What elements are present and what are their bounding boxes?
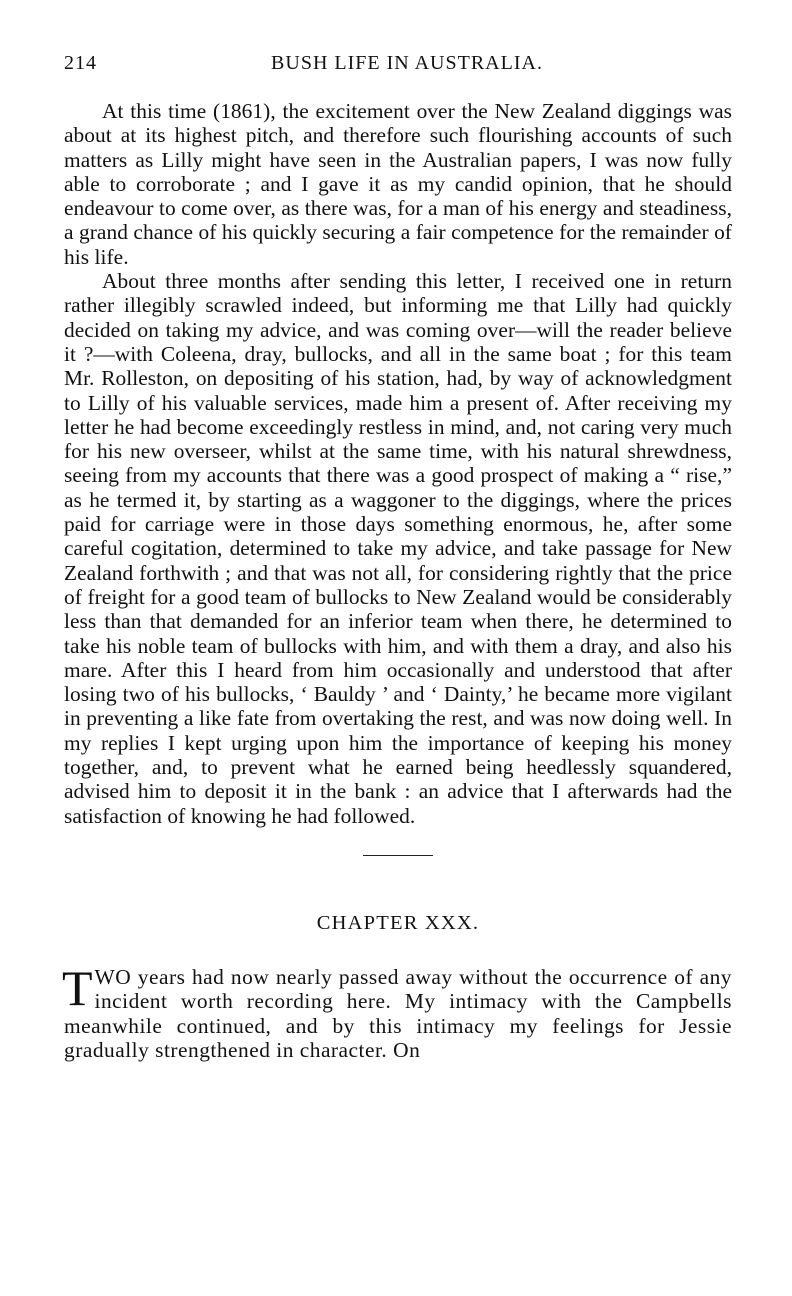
section-divider	[363, 855, 433, 856]
body-paragraph: About three months after sending this letter, I received one in return rather illegibly scrawled indeed, but informing me that Lilly had quickly decided on taking my advice, and was coming over—will the reader believe it ?—with Coleena, dray, bullocks, and all in the same boat ; for this team Mr. Rolleston, on depositing of his station, had, by way of acknowledgment to Lilly of his valuable services, made him a present of. After receiving my letter he had become exceedingly restless in mind, and, not caring very much for his new overseer, whilst at the same time, with his natural shrewdness, seeing from my accounts that there was a good prospect of making a “ rise,” as he termed it, by starting as a waggoner to the diggings, where the prices paid for carriage were in those days something enormous, he, after some careful cogitation, determined to take my advice, and take passage for New Zealand forthwith ; and that was not all, for considering rightly that the price of freight for a good team of bullocks to New Zealand would be considerably less than that demanded for an inferior team when there, he determined to take his noble team of bullocks with him, and with them a dray, and also his mare. After this I heard from him occasionally and understood that after losing two of his bullocks, ‘ Bauldy ’ and ‘ Dainty,’ he became more vigilant in preventing a like fate from overtaking the rest, and was now doing well. In my replies I kept urging upon him the importance of keeping his money together, and, to prevent what he earned being heedlessly squandered, advised him to deposit it in the bank : an advice that I afterwards had the satisfaction of knowing he had followed.	[64, 269, 732, 828]
running-title: BUSH LIFE IN AUSTRALIA.	[271, 52, 543, 74]
running-head	[64, 44, 732, 76]
drop-cap: T	[62, 959, 93, 1016]
chapter-heading: CHAPTER XXX.	[316, 911, 480, 934]
body-paragraph: At this time (1861), the excitement over the New Zealand diggings was about at its highest pitch, and therefore such flourishing accounts of such matters as Lilly might have seen in the Australian papers, I was now fully able to corroborate ; and I gave it as my candid opinion, that he should endeavour to come over, as there was, for a man of his energy and steadiness, a grand chance of his quickly securing a fair competence for the remainder of his life.	[64, 99, 732, 269]
page-number: 214	[64, 52, 97, 74]
chapter-opening-text: WO years had now nearly passed away without the occurrence of any incident worth recording here. My intimacy with the Campbells meanwhile continued, and by this intimacy my feelings for Jessie gradually strengthened in character. On	[64, 964, 732, 1062]
book-page	[64, 44, 732, 1062]
chapter-opening-paragraph	[62, 959, 732, 1062]
